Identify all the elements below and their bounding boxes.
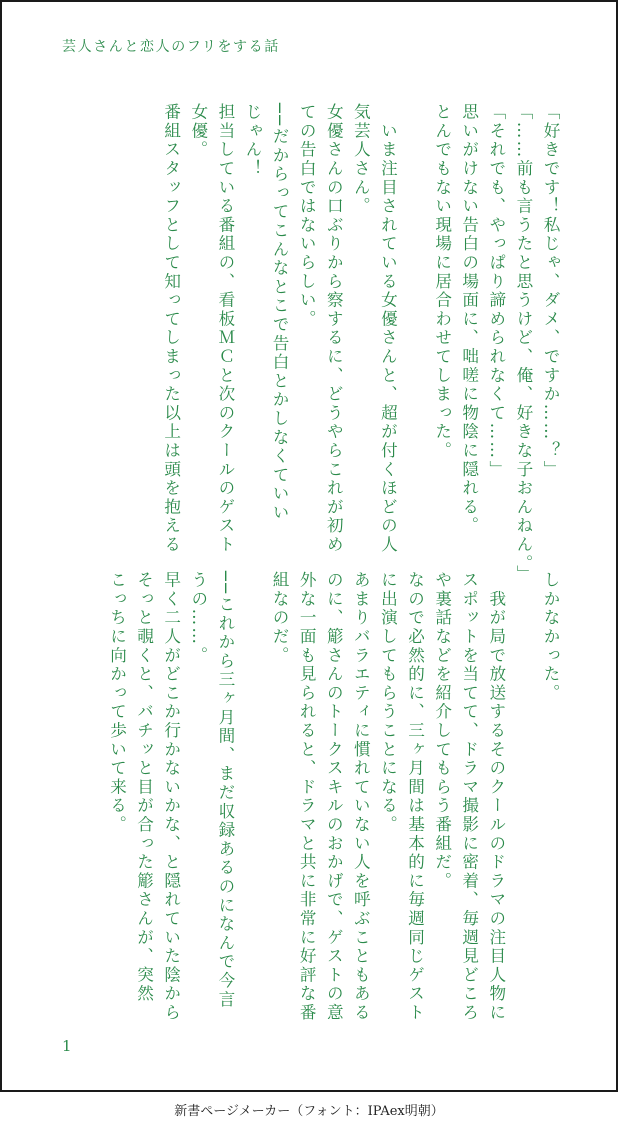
text-line: [510, 571, 537, 1001]
text-line: ──これから三ヶ月間、まだ収録あるのになんで今言: [215, 571, 235, 1009]
text-line: じゃん！: [242, 103, 262, 179]
text-line: 思いがけない告白の場面に、咄嗟に物陰に隠れる。: [459, 103, 479, 536]
text-line: 我が局で放送するそのクールのドラマの注目人物に: [486, 571, 506, 1023]
text-line: うの……。: [188, 571, 208, 665]
running-header-title: 芸人さんと恋人のフリをする話: [62, 39, 280, 55]
text-line: ──だからってこんなとこで告白とかしなくていい: [270, 103, 290, 523]
text-line: あまりバラエティに慣れていない人を呼ぶこともある: [351, 571, 371, 1023]
text-line: 女優さんの口ぶりから察するに、どうやらこれが初め: [324, 103, 344, 555]
text-line: なので必然的に、三ヶ月間は基本的に毎週同じゲスト: [405, 571, 425, 1023]
text-block-lower: [44, 571, 564, 1023]
text-block-upper: [44, 103, 564, 584]
text-line: [401, 103, 428, 533]
text-line: ての告白ではないらしい。: [297, 103, 317, 329]
text-line: に出演してもらうことになる。: [378, 571, 398, 835]
text-line: [239, 571, 266, 1001]
text-line: 組なのだ。: [270, 571, 290, 665]
text-line: そっと覗くと、バチッと目が合った簓さんが、突然: [134, 571, 154, 1004]
text-line: 早く二人がどこか行かないかな、と隠れていた陰から: [161, 571, 181, 1023]
footer-credit: 新書ページメーカー（フォント：IPAex明朝）: [174, 1104, 444, 1119]
text-line: や裏話などを紹介してもらう番組だ。: [432, 571, 452, 891]
text-line: しかなかった。: [541, 571, 560, 703]
text-line: いま注目されている女優さんと、超が付くほどの人: [378, 103, 398, 555]
text-line: 担当している番組の、看板ＭＣと次のクールのゲスト: [215, 103, 235, 555]
text-line: のに、簓さんのトークスキルのおかげで、ゲストの意: [324, 571, 344, 1023]
text-line: スポットを当てて、ドラマ撮影に密着、毎週見どころ: [459, 571, 479, 1023]
text-line: 「それでも、やっぱり諦められなくて……」: [486, 103, 506, 479]
text-line: 番組スタッフとして知ってしまった以上は頭を抱える: [161, 103, 181, 555]
text-line: 「……前も言うたと思うけど、俺、好きな子おんねん。」: [513, 103, 533, 584]
text-line: とんでもない現場に居合わせてしまった。: [432, 103, 452, 461]
page-number: 1: [62, 1037, 72, 1055]
text-line: 外な一面も見られると、ドラマと共に非常に好評な番: [297, 571, 317, 1023]
text-line: こっちに向かって歩いて来る。: [107, 571, 127, 835]
text-line: 女優。: [188, 103, 208, 160]
text-line: 気芸人さん。: [351, 103, 371, 216]
text-line: 「好きです！私じゃ、ダメ、ですか……？」: [541, 103, 560, 479]
